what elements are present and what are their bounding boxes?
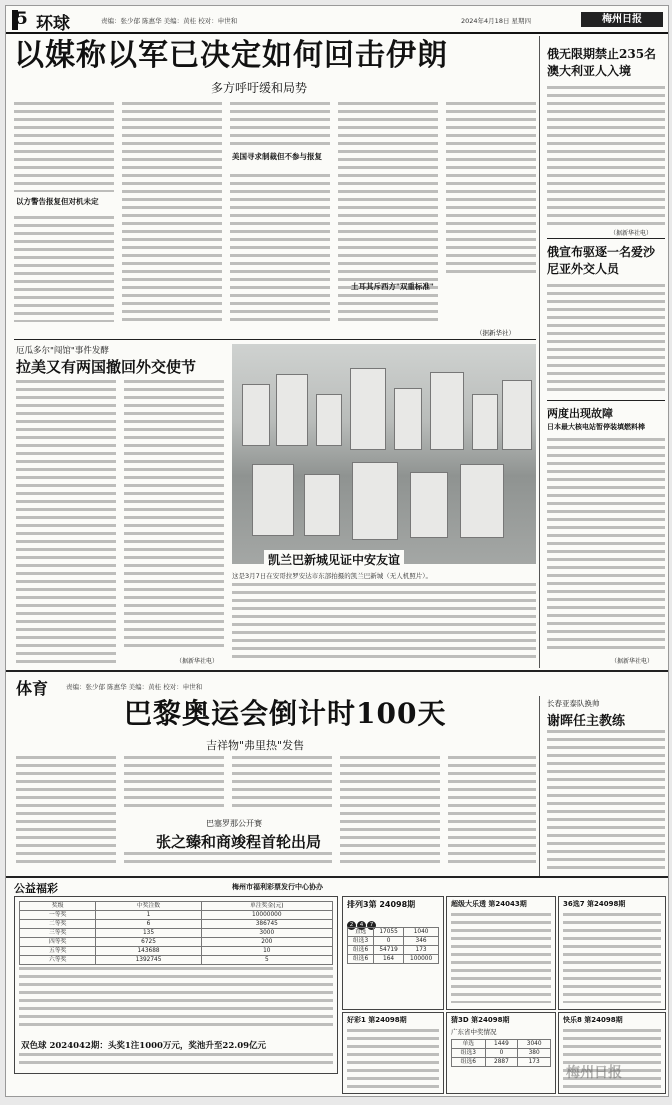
p3-table [347, 927, 439, 964]
side1-source: （据新华社电） [610, 230, 653, 237]
editors-line: 责编：张少郁 陈惠华 美编：黄桂 校对：申世和 [101, 17, 238, 25]
table-cell: 17055 [374, 928, 404, 937]
table-cell: 1449 [485, 1040, 518, 1049]
photo-building [394, 388, 422, 450]
olympics-headline: 巴黎奥运会倒计时100天 [124, 697, 447, 730]
kilamba-photo [232, 344, 536, 564]
ecuador-source: （据新华社电） [176, 658, 219, 665]
p3-box [342, 896, 444, 1010]
photo-building [430, 372, 464, 450]
lottery-ball: 7 [367, 921, 376, 930]
q7-box [558, 896, 666, 1010]
dlt-title: 超级大乐透 第24043期 [451, 900, 527, 908]
side3-subtitle: 日本最大核电站暂停装填燃料棒 [547, 422, 645, 431]
photo-building [276, 374, 308, 446]
photo-building [472, 394, 498, 450]
sports-top-rule [6, 670, 668, 672]
hy-box [342, 1012, 444, 1094]
table-cell: 3040 [518, 1040, 551, 1049]
sports-right-divider [539, 696, 540, 876]
side-rule-1 [547, 238, 665, 239]
table-cell: 5 [201, 956, 332, 965]
olympics-body-col-3 [232, 756, 332, 812]
photo-building [304, 474, 340, 536]
lottery-top-rule [6, 876, 668, 878]
p3-title: 排列3第 24098期 [347, 900, 416, 909]
q7-title: 36选7 第24098期 [563, 900, 626, 908]
table-cell: 六等奖 [20, 956, 96, 965]
table-cell: 二等奖 [20, 920, 96, 929]
tennis-kicker: 巴塞罗那公开赛 [206, 819, 262, 828]
table-cell: 173 [404, 946, 439, 955]
table-row [20, 956, 333, 965]
photo-building [410, 472, 448, 538]
lead-body-col-3 [230, 102, 330, 148]
olympics-subtitle: 吉祥物"弗里热"发售 [206, 739, 305, 752]
table-cell: 0 [374, 937, 404, 946]
table-cell: 173 [518, 1058, 551, 1067]
table-cell: 10 [201, 947, 332, 956]
section-name: 环球 [36, 14, 70, 34]
k8-title: 快乐8 第24098期 [563, 1016, 623, 1024]
k8-table [451, 1039, 551, 1067]
side3-source: （据新华社电） [611, 658, 654, 665]
ecuador-body-col-2 [124, 380, 224, 664]
table-cell: 组选3 [452, 1049, 486, 1058]
ssq-box [14, 896, 338, 1074]
photo-building [252, 464, 294, 536]
lead-body-col-5 [446, 102, 536, 278]
newspaper-page [5, 5, 669, 1097]
side3-body [547, 438, 665, 654]
table-row [348, 928, 439, 937]
table-cell: 54719 [374, 946, 404, 955]
lead-body-col-3b [230, 174, 330, 322]
side1-headline: 俄无限期禁止235名澳大利亚人入境 [547, 47, 657, 78]
side3-headline: 两度出现故障 [547, 407, 613, 420]
photo-caption-body [232, 583, 536, 663]
table-cell: 200 [201, 938, 332, 947]
table-row [20, 938, 333, 947]
table-row [452, 1040, 551, 1049]
table-cell: 五等奖 [20, 947, 96, 956]
table-cell: 单选 [452, 1040, 486, 1049]
table-cell: 380 [518, 1049, 551, 1058]
table-cell: 一等奖 [20, 911, 96, 920]
table-row [452, 1058, 551, 1067]
table-cell: 135 [96, 929, 201, 938]
table-row [348, 946, 439, 955]
side2-headline: 俄宣布驱逐一名爱沙尼亚外交人员 [547, 245, 656, 276]
side2-body [547, 284, 665, 394]
photo-building [316, 394, 342, 446]
table-cell: 164 [374, 955, 404, 964]
table-cell: 1392745 [96, 956, 201, 965]
issue-date: 2024年4月18日 星期四 [461, 17, 532, 25]
ssq-col-count: 中奖注数 [96, 902, 201, 911]
coach-headline: 谢晖任主教练 [547, 714, 626, 729]
ty-title: 猜3D 第24098期 [451, 1016, 510, 1024]
lottery-ball: 4 [357, 921, 366, 930]
olympics-body-col-1 [16, 756, 116, 868]
table-cell: 1 [96, 911, 201, 920]
photo-caption [232, 572, 536, 664]
ssq-table [19, 901, 333, 965]
lead-source: （据新华社） [476, 329, 515, 337]
table-cell: 6725 [96, 938, 201, 947]
table-cell: 6 [96, 920, 201, 929]
gd-title: 广东省中奖情况 [451, 1028, 497, 1036]
table-cell: 386745 [201, 920, 332, 929]
table-row [20, 920, 333, 929]
table-cell: 组选6 [348, 946, 374, 955]
olympics-body-col-5 [448, 756, 536, 868]
table-cell: 直选 [348, 928, 374, 937]
table-cell: 346 [404, 937, 439, 946]
photo-building [502, 380, 532, 450]
masthead-logo: 梅州日报 [581, 12, 663, 27]
ssq-headline: 双色球 2024042期：头奖1注1000万元，奖池升至22.09亿元 [21, 1041, 267, 1051]
right-rail-divider [539, 36, 540, 668]
table-cell: 3000 [201, 929, 332, 938]
photo-caption-text: 这是3月7日在安哥拉罗安达市东部拍摄的凯兰巴新城（无人机照片）。 [232, 572, 433, 580]
table-cell: 组选6 [452, 1058, 486, 1067]
lead-subhead-3: 土耳其斥西方"双重标准" [351, 282, 434, 291]
lead-body-col-1b [14, 216, 114, 322]
olympics-body-col-2 [124, 756, 224, 812]
photo-building [352, 462, 398, 540]
coach-body [547, 730, 665, 870]
sports-editors: 责编：张少郁 陈惠华 美编：黄桂 校对：申世和 [66, 683, 203, 691]
table-cell: 2887 [485, 1058, 518, 1067]
lottery-organizer: 梅州市福利彩票发行中心协办 [232, 883, 323, 891]
lead-subtitle: 多方呼吁缓和局势 [211, 81, 308, 95]
lottery-label: 公益福彩 [14, 882, 58, 895]
table-cell: 0 [485, 1049, 518, 1058]
table-cell: 三等奖 [20, 929, 96, 938]
lead-body-col-1 [14, 102, 114, 192]
table-cell: 四等奖 [20, 938, 96, 947]
ecuador-kicker: 厄瓜多尔"闯馆"事件发酵 [16, 346, 109, 356]
photo-building [460, 464, 504, 538]
lead-subhead-2: 美国寻求制裁但不参与报复 [232, 152, 322, 161]
q7-table [563, 913, 661, 1003]
lead-headline: 以媒称以军已决定如何回击伊朗 [14, 38, 448, 73]
watermark-logo: 梅州日报 [566, 1065, 622, 1081]
ssq-body [19, 1053, 333, 1069]
table-cell: 1040 [404, 928, 439, 937]
side-rule-2 [547, 400, 665, 401]
table-row [452, 1049, 551, 1058]
side1-body [547, 86, 665, 226]
lead-bottom-rule [14, 339, 536, 340]
coach-kicker: 长春亚泰队换帅 [547, 699, 600, 708]
table-cell: 10000000 [201, 911, 332, 920]
dlt-box [446, 896, 556, 1010]
ecuador-body-col-1 [16, 380, 116, 664]
table-cell: 组选6 [348, 955, 374, 964]
table-row [20, 929, 333, 938]
tennis-headline: 张之臻和商竣程首轮出局 [156, 833, 322, 851]
table-row [20, 947, 333, 956]
olympics-body-col-4 [340, 756, 440, 868]
ty-box [446, 1012, 556, 1094]
tennis-body [124, 852, 332, 868]
lead-body-col-2 [122, 102, 222, 322]
lottery-ball: 2 [347, 921, 356, 930]
photo-caption-title: 凯兰巴新城见证中安友谊 [264, 550, 404, 569]
hy-table [347, 1029, 439, 1089]
sports-section-name: 体育 [16, 679, 49, 698]
table-row [348, 937, 439, 946]
ssq-grid-filler [19, 967, 333, 1031]
table-cell: 100000 [404, 955, 439, 964]
table-row [20, 911, 333, 920]
photo-building [242, 384, 270, 446]
hy-title: 好彩1 第24098期 [347, 1016, 407, 1024]
table-cell: 组选3 [348, 937, 374, 946]
ssq-col-prize: 单注奖金(元) [201, 902, 332, 911]
page-header [6, 6, 668, 34]
table-row [348, 955, 439, 964]
ssq-col-level: 奖级 [20, 902, 96, 911]
ecuador-headline: 拉美又有两国撤回外交使节 [16, 358, 197, 376]
dlt-table [451, 913, 551, 1003]
table-cell: 143688 [96, 947, 201, 956]
photo-building [350, 368, 386, 450]
lead-subhead-1: 以方警告报复但对机未定 [16, 197, 99, 206]
section-number: 5 [16, 9, 28, 29]
